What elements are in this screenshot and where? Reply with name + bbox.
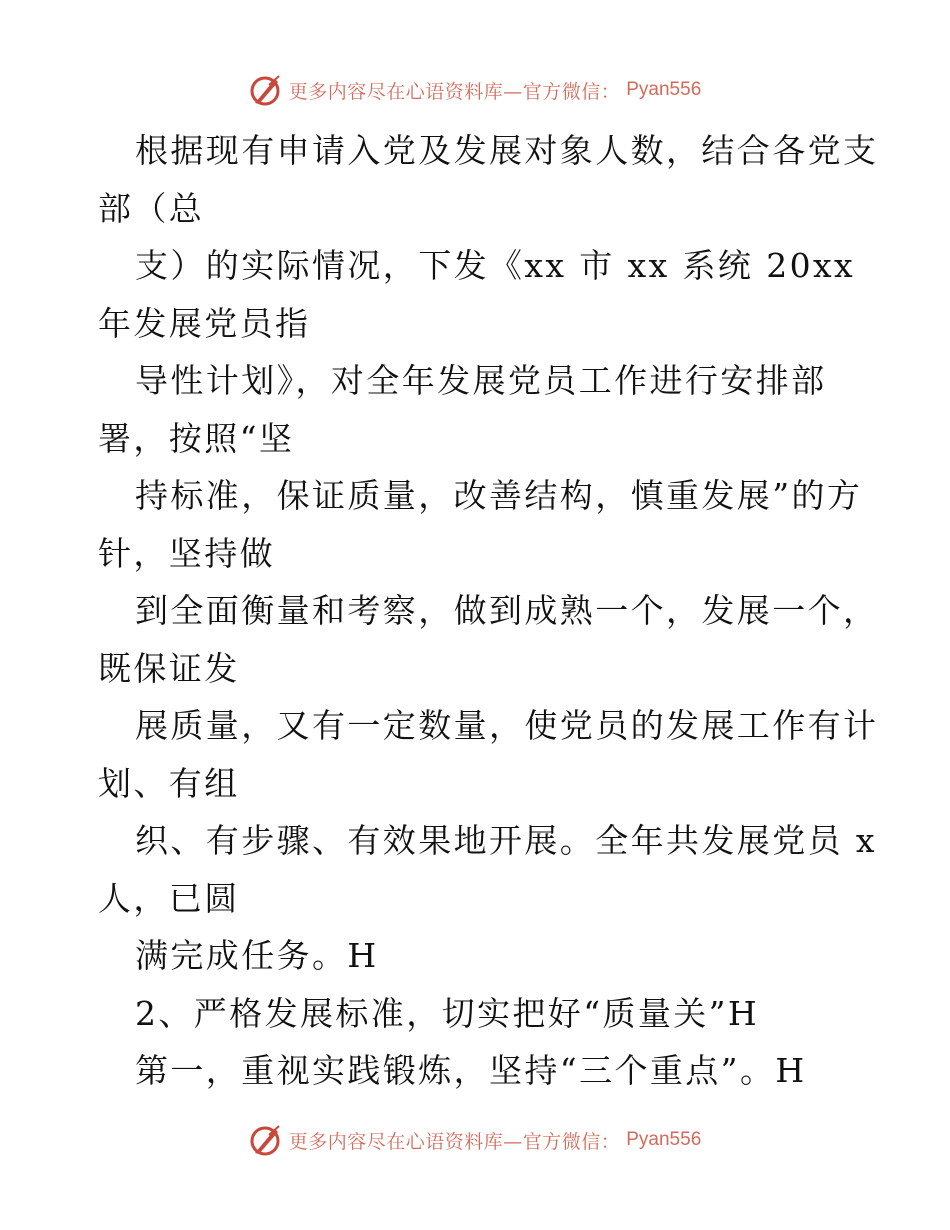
feather-logo-icon <box>249 1123 283 1157</box>
text-line: 既保证发 <box>98 648 240 688</box>
text-line: 支）的实际情况，下发《xx 市 xx 系统 20xx <box>135 246 856 285</box>
text-line: 人，已圆 <box>98 878 240 918</box>
header-watermark <box>0 70 950 110</box>
document-body <box>98 122 879 1100</box>
footer-watermark <box>0 1120 950 1160</box>
text-line: 部（总 <box>98 188 205 228</box>
text-line: 针，坚持做 <box>98 533 275 573</box>
text-line: 署，按照“坚 <box>98 418 295 458</box>
text-line: 导性计划》，对全年发展党员工作进行安排部 <box>135 361 827 400</box>
text-line: 根据现有申请入党及发展对象人数，结合各党支 <box>135 131 879 170</box>
text-line: 第一，重视实践锻炼，坚持“三个重点”。H <box>135 1051 807 1090</box>
feather-logo-icon <box>249 73 283 107</box>
watermark-text: 更多内容尽在心语资料库—官方微信： <box>288 80 621 103</box>
text-line: 持标准，保证质量，改善结构，慎重发展”的方 <box>135 476 863 515</box>
text-line: 划、有组 <box>98 763 240 803</box>
watermark-wechat-id: Pyan556 <box>626 79 702 100</box>
section-heading: 2、严格发展标准，切实把好“质量关”H <box>135 993 760 1033</box>
text-line: 展质量，又有一定数量，使党员的发展工作有计 <box>135 706 879 745</box>
text-line: 织、有步骤、有效果地开展。全年共发展党员 x <box>135 821 877 860</box>
text-line: 年发展党员指 <box>98 303 311 343</box>
watermark-wechat-id: Pyan556 <box>626 1129 702 1150</box>
watermark-text: 更多内容尽在心语资料库—官方微信： <box>288 1130 621 1153</box>
text-line: 满完成任务。H <box>135 936 379 975</box>
text-line: 到全面衡量和考察，做到成熟一个，发展一个， <box>135 591 879 630</box>
